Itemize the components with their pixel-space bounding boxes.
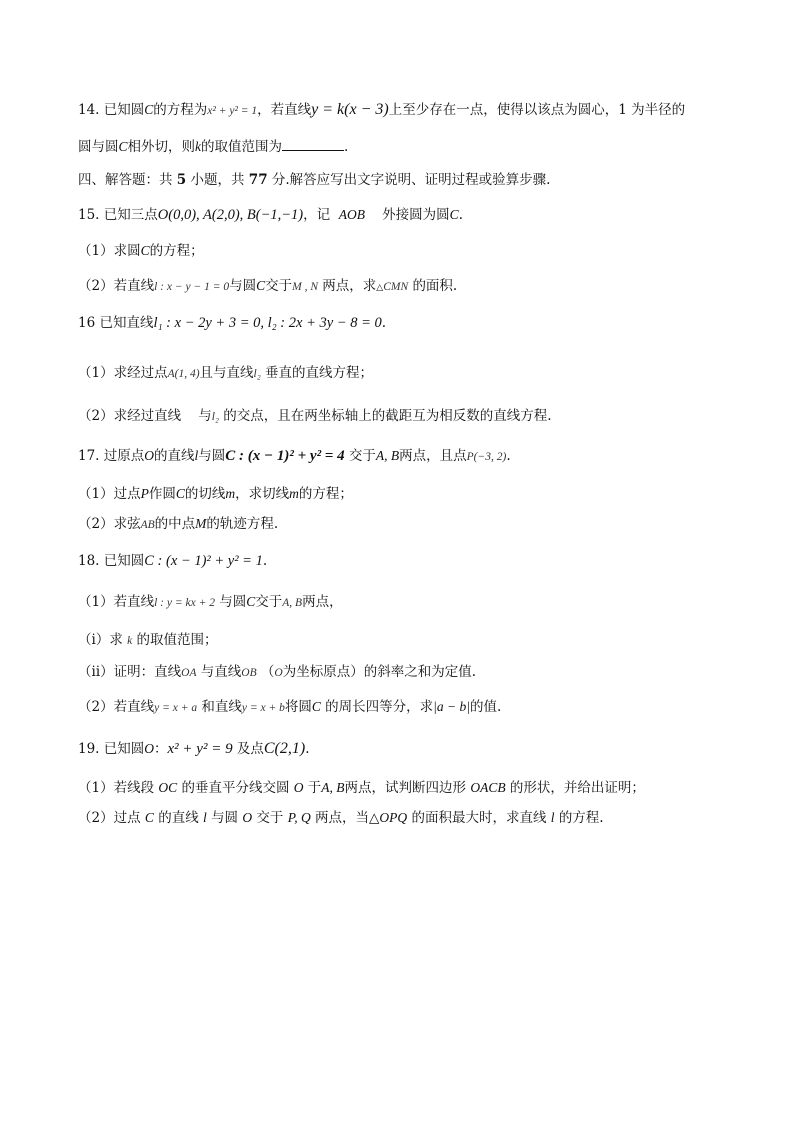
question-19-stem: 19. 已知圆O：x² + y² = 9 及点C(2,1). — [78, 740, 310, 757]
question-19-part-1: （1）若线段 OC 的垂直平分线交圆 O 于A, B两点，试判断四边形 OACB 的形状，并给出证明； — [78, 780, 645, 796]
q14-text: 上至少存在一点，使得以该点为圆心，1 为半径的 — [388, 102, 686, 118]
q14-text: ，若直线 — [257, 102, 312, 118]
question-17-stem: 17. 过原点O的直线l与圆C : (x − 1)² + y² = 4 交于A, B两点，且点P(−3, 2). — [78, 448, 511, 464]
question-18-part-1-i: （ⅰ）求 k 的取值范围； — [78, 632, 218, 648]
equation-circle-18: C : (x − 1)² + y² = 1 — [144, 553, 263, 569]
q14-text: 圆与圆 — [78, 139, 119, 155]
question-18-part-2: （2）若直线y = x + a 和直线y = x + b将圆C 的周长四等分，求|a − b|的值. — [78, 699, 502, 715]
q14-text: 相外切，则 — [127, 139, 196, 155]
equation-line-14: y = k(x − 3) — [311, 101, 389, 118]
q14-text: . — [344, 139, 349, 155]
math-C: C — [144, 102, 154, 117]
question-15-part-1: （1）求圆C的方程； — [78, 243, 204, 259]
question-14-line-2 — [78, 137, 753, 157]
q14-text: 的取值范围为 — [201, 139, 283, 155]
answer-blank — [282, 138, 344, 151]
equation-lines-16: l₁ : x − 2y + 3 = 0, l₂ : 2x + 3y − 8 = 0 — [153, 315, 382, 331]
equation-circle-19: x² + y² = 9 — [167, 741, 233, 757]
question-18-stem: 18. 已知圆C : (x − 1)² + y² = 1. — [78, 553, 268, 569]
equation-circle-17: C : (x − 1)² + y² = 4 — [225, 448, 345, 464]
question-16-part-2: （2）求经过直线 与l₂ 的交点，且在两坐标轴上的截距互为相反数的直线方程. — [78, 408, 552, 424]
q14-text: 的方程为 — [153, 102, 208, 118]
question-19-part-2: （2）过点 C 的直线 l 与圆 O 交于 P, Q 两点，当△OPQ 的面积最大时，求直线 l 的方程. — [78, 810, 604, 826]
math-C: C — [118, 139, 128, 154]
question-17-part-1: （1）过点P作圆C的切线m，求切线m的方程； — [78, 486, 353, 502]
question-15-stem: 15. 已知三点O(0,0), A(2,0), B(−1,−1)，记 AOB 外接圆为圆C. — [78, 207, 463, 223]
q14-text: 14. 已知圆 — [78, 102, 145, 118]
question-18-part-1-ii: （ⅱ）证明：直线OA 与直线OB （O为坐标原点）的斜率之和为定值. — [78, 664, 477, 680]
question-16-stem: 16 已知直线l₁ : x − 2y + 3 = 0, l₂ : 2x + 3y − 8 = 0. — [78, 315, 387, 331]
equation-line-15: l : x − y − 1 = 0 — [154, 281, 230, 293]
question-16-part-1: （1）求经过点A(1, 4)且与直线l₂ 垂直的直线方程； — [78, 365, 374, 381]
section-4-heading: 四、解答题：共 5 小题，共 77 分.解答应写出文字说明、证明过程或验算步骤. — [78, 172, 551, 188]
question-14-line-1 — [78, 100, 753, 121]
question-18-part-1: （1）若直线l : y = kx + 2 与圆C交于A, B两点， — [78, 594, 343, 610]
question-15-part-2: （2）若直线l : x − y − 1 = 0与圆C交于M , N 两点，求△CMN 的面积. — [78, 278, 458, 294]
math-k: k — [195, 139, 202, 154]
question-17-part-2: （2）求弦AB的中点M的轨迹方程. — [78, 516, 279, 532]
equation-circle-14: x² + y² = 1 — [207, 105, 258, 117]
equation-points-15: O(0,0), A(2,0), B(−1,−1) — [157, 207, 304, 223]
